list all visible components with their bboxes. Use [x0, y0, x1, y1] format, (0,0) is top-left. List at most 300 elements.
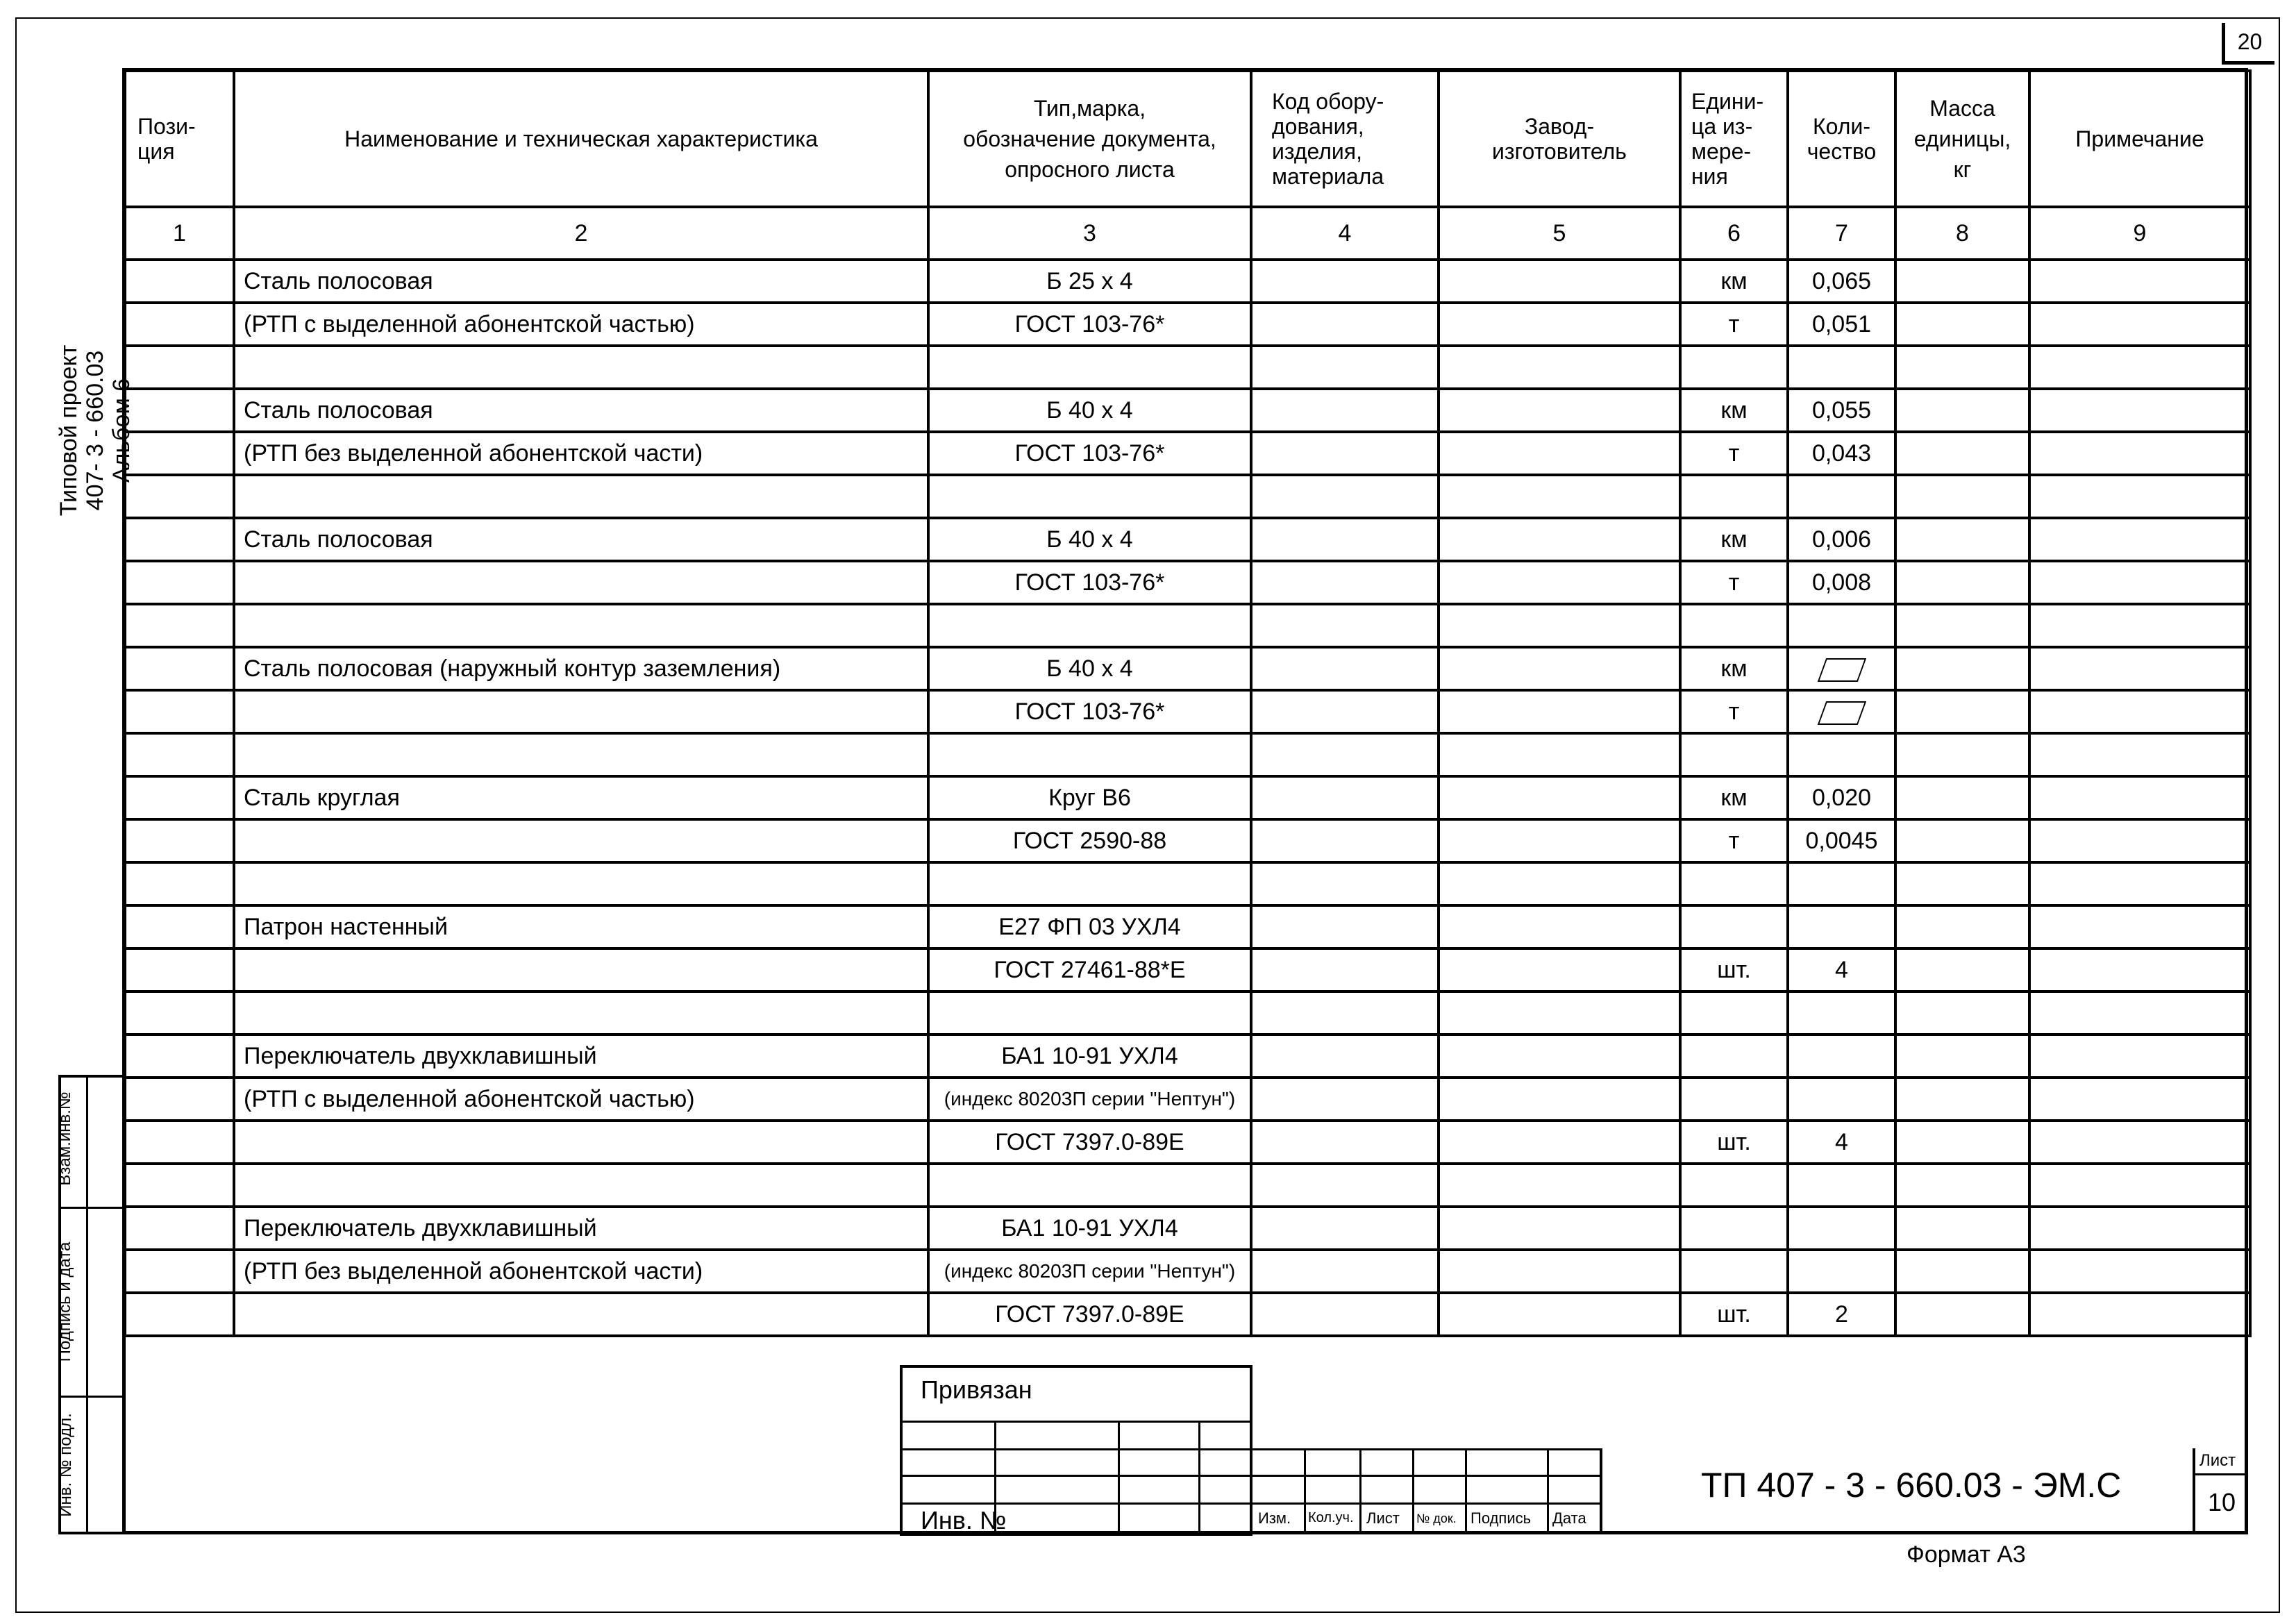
cell-qty: 4 — [1788, 1121, 1895, 1164]
cell-note — [2029, 862, 2250, 905]
cell-name: Сталь круглая — [234, 776, 928, 819]
inv-number-label: Инв. № — [921, 1506, 1007, 1534]
cell-unit — [1680, 604, 1788, 647]
col-num: 9 — [2029, 207, 2250, 260]
col-num: 8 — [1895, 207, 2029, 260]
cell-code — [1251, 604, 1439, 647]
cell-qty — [1788, 733, 1895, 776]
rev-vline6 — [1600, 1448, 1602, 1534]
privyazan-vline2 — [1118, 1421, 1120, 1536]
col-num: 2 — [234, 207, 928, 260]
column-number-row — [125, 207, 2250, 260]
cell-name: Сталь полосовая — [234, 518, 928, 561]
col-koluch-label: Кол.уч. — [1308, 1510, 1354, 1525]
cell-qty — [1788, 1164, 1895, 1207]
sheet-label: Лист — [2199, 1451, 2236, 1470]
cell-unit — [1680, 346, 1788, 389]
cell-qty — [1788, 1035, 1895, 1078]
header-code-text: Код обору- дования, изделия, материала — [1272, 89, 1384, 189]
cell-manufacturer — [1439, 862, 1680, 905]
header-position — [125, 71, 234, 207]
cell-code — [1251, 1121, 1439, 1164]
table-row — [125, 1035, 2250, 1078]
table-row — [125, 1293, 2250, 1336]
cell-qty: 0,0045 — [1788, 819, 1895, 862]
cell-manufacturer — [1439, 1078, 1680, 1121]
cell-qty — [1788, 346, 1895, 389]
header-unit-text: Едини- ца из- мере- ния — [1691, 89, 1764, 189]
cell-mass — [1895, 862, 2029, 905]
left-strip-label2: Подпись и дата — [56, 1241, 74, 1362]
cell-note — [2029, 1078, 2250, 1121]
cell-manufacturer — [1439, 303, 1680, 346]
col-list-label: Лист — [1366, 1509, 1400, 1527]
cell-mass — [1895, 260, 2029, 303]
cell-type: Е27 ФП 03 УХЛ4 — [928, 905, 1251, 948]
cell-qty — [1788, 1078, 1895, 1121]
cell-mass — [1895, 561, 2029, 604]
cell-position — [125, 1250, 234, 1293]
cell-manufacturer — [1439, 518, 1680, 561]
blank-box-mark — [1817, 701, 1866, 725]
side-stamp-line2: 407- 3 - 660.03 — [82, 350, 108, 511]
cell-manufacturer — [1439, 432, 1680, 475]
col-num: 3 — [928, 207, 1251, 260]
cell-unit — [1680, 1207, 1788, 1250]
cell-name — [234, 475, 928, 518]
cell-qty: 0,043 — [1788, 432, 1895, 475]
cell-type: ГОСТ 103-76* — [928, 561, 1251, 604]
cell-type — [928, 1164, 1251, 1207]
cell-mass — [1895, 819, 2029, 862]
cell-note — [2029, 346, 2250, 389]
cell-mass — [1895, 518, 2029, 561]
rev-vline3 — [1412, 1448, 1414, 1534]
cell-manufacturer — [1439, 260, 1680, 303]
header-type-text: Тип,марка, обозначение документа, опросного листа — [963, 96, 1216, 182]
table-row — [125, 690, 2250, 733]
format-label: Формат А3 — [1907, 1541, 2026, 1568]
cell-type: Б 40 х 4 — [928, 389, 1251, 432]
cell-note — [2029, 389, 2250, 432]
cell-code — [1251, 733, 1439, 776]
cell-position — [125, 1164, 234, 1207]
cell-qty — [1788, 647, 1895, 690]
cell-code — [1251, 518, 1439, 561]
cell-qty — [1788, 1250, 1895, 1293]
cell-unit — [1680, 1164, 1788, 1207]
cell-manufacturer — [1439, 1035, 1680, 1078]
table-row — [125, 604, 2250, 647]
cell-unit: т — [1680, 690, 1788, 733]
cell-type: ГОСТ 103-76* — [928, 303, 1251, 346]
cell-manufacturer — [1439, 1164, 1680, 1207]
rev-vline4 — [1465, 1448, 1467, 1534]
corner-sheet-number: 20 — [2222, 23, 2274, 65]
cell-name: Патрон настенный — [234, 905, 928, 948]
cell-code — [1251, 948, 1439, 991]
left-strip-divider — [86, 1075, 88, 1534]
cell-note — [2029, 991, 2250, 1035]
cell-unit: км — [1680, 389, 1788, 432]
cell-type: ГОСТ 103-76* — [928, 690, 1251, 733]
cell-mass — [1895, 346, 2029, 389]
cell-unit — [1680, 1035, 1788, 1078]
cell-note — [2029, 1035, 2250, 1078]
table-row — [125, 260, 2250, 303]
cell-qty — [1788, 862, 1895, 905]
cell-unit — [1680, 733, 1788, 776]
cell-note — [2029, 1207, 2250, 1250]
cell-manufacturer — [1439, 1250, 1680, 1293]
cell-note — [2029, 819, 2250, 862]
cell-code — [1251, 905, 1439, 948]
privyazan-label: Привязан — [921, 1375, 1032, 1404]
header-manufacturer — [1439, 71, 1680, 207]
cell-note — [2029, 905, 2250, 948]
cell-code — [1251, 690, 1439, 733]
table-row — [125, 432, 2250, 475]
cell-mass — [1895, 389, 2029, 432]
cell-unit: км — [1680, 647, 1788, 690]
header-unit — [1680, 71, 1788, 207]
cell-qty — [1788, 604, 1895, 647]
cell-mass — [1895, 1207, 2029, 1250]
table-row — [125, 647, 2250, 690]
cell-note — [2029, 733, 2250, 776]
cell-type — [928, 991, 1251, 1035]
cell-note — [2029, 432, 2250, 475]
table-row — [125, 561, 2250, 604]
cell-code — [1251, 475, 1439, 518]
cell-manufacturer — [1439, 389, 1680, 432]
header-mass-text: Масса единицы, кг — [1913, 96, 2011, 182]
cell-qty — [1788, 905, 1895, 948]
cell-code — [1251, 432, 1439, 475]
cell-mass — [1895, 690, 2029, 733]
cell-type: Круг В6 — [928, 776, 1251, 819]
cell-type: ГОСТ 27461-88*Е — [928, 948, 1251, 991]
blank-box-mark — [1817, 658, 1866, 682]
cell-code — [1251, 862, 1439, 905]
cell-position — [125, 303, 234, 346]
table-row — [125, 991, 2250, 1035]
cell-unit: т — [1680, 561, 1788, 604]
cell-mass — [1895, 991, 2029, 1035]
cell-unit: т — [1680, 432, 1788, 475]
table-row — [125, 518, 2250, 561]
cell-manufacturer — [1439, 819, 1680, 862]
cell-name: Сталь полосовая — [234, 389, 928, 432]
cell-note — [2029, 690, 2250, 733]
cell-position — [125, 776, 234, 819]
cell-code — [1251, 991, 1439, 1035]
cell-name: Переключатель двухклавишный — [234, 1035, 928, 1078]
table-row — [125, 303, 2250, 346]
privyazan-vline3 — [1198, 1421, 1200, 1536]
cell-qty: 0,055 — [1788, 389, 1895, 432]
table-row — [125, 948, 2250, 991]
cell-note — [2029, 1164, 2250, 1207]
header-name-text: Наименование и техническая характеристика — [344, 126, 818, 151]
cell-manufacturer — [1439, 991, 1680, 1035]
cell-name: Сталь полосовая (наружный контур заземления) — [234, 647, 928, 690]
col-num: 4 — [1251, 207, 1439, 260]
cell-name — [234, 604, 928, 647]
cell-name: Сталь полосовая — [234, 260, 928, 303]
cell-unit — [1680, 475, 1788, 518]
rev-vline2 — [1359, 1448, 1361, 1534]
cell-manufacturer — [1439, 561, 1680, 604]
cell-type — [928, 862, 1251, 905]
header-note-text: Примечание — [2075, 126, 2204, 151]
side-stamp-line1: Типовой проект — [56, 344, 82, 517]
cell-mass — [1895, 1164, 2029, 1207]
col-data-label: Дата — [1552, 1509, 1586, 1527]
cell-unit — [1680, 991, 1788, 1035]
table-row — [125, 1121, 2250, 1164]
cell-manufacturer — [1439, 604, 1680, 647]
cell-position — [125, 260, 234, 303]
cell-name — [234, 690, 928, 733]
cell-unit — [1680, 862, 1788, 905]
cell-code — [1251, 1207, 1439, 1250]
cell-position — [125, 518, 234, 561]
cell-manufacturer — [1439, 1293, 1680, 1336]
header-code — [1251, 71, 1439, 207]
cell-name — [234, 561, 928, 604]
cell-name — [234, 733, 928, 776]
cell-note — [2029, 518, 2250, 561]
cell-name — [234, 862, 928, 905]
col-izm-label: Изм. — [1258, 1509, 1291, 1527]
cell-unit: т — [1680, 303, 1788, 346]
cell-unit: км — [1680, 776, 1788, 819]
cell-manufacturer — [1439, 776, 1680, 819]
cell-mass — [1895, 1250, 2029, 1293]
cell-mass — [1895, 948, 2029, 991]
sheet-box-border — [2193, 1448, 2195, 1534]
cell-mass — [1895, 1293, 2029, 1336]
col-num: 6 — [1680, 207, 1788, 260]
cell-manufacturer — [1439, 647, 1680, 690]
cell-note — [2029, 647, 2250, 690]
cell-manufacturer — [1439, 733, 1680, 776]
cell-type: Б 40 х 4 — [928, 647, 1251, 690]
cell-position — [125, 475, 234, 518]
cell-manufacturer — [1439, 905, 1680, 948]
cell-type: ГОСТ 7397.0-89Е — [928, 1121, 1251, 1164]
cell-position — [125, 862, 234, 905]
cell-code — [1251, 819, 1439, 862]
cell-qty: 4 — [1788, 948, 1895, 991]
col-nodok-label: № док. — [1416, 1512, 1457, 1525]
cell-name: (РТП без выделенной абонентской части) — [234, 1250, 928, 1293]
cell-name: Переключатель двухклавишный — [234, 1207, 928, 1250]
header-position-text: Пози- ция — [137, 114, 196, 164]
cell-mass — [1895, 1121, 2029, 1164]
cell-note — [2029, 948, 2250, 991]
table-row — [125, 475, 2250, 518]
table-row — [125, 1164, 2250, 1207]
cell-position — [125, 1121, 234, 1164]
cell-qty — [1788, 475, 1895, 518]
cell-position — [125, 1078, 234, 1121]
cell-mass — [1895, 1078, 2029, 1121]
cell-type: Б 25 х 4 — [928, 260, 1251, 303]
cell-type — [928, 475, 1251, 518]
cell-type: БА1 10-91 УХЛ4 — [928, 1035, 1251, 1078]
cell-qty: 0,006 — [1788, 518, 1895, 561]
cell-unit — [1680, 1078, 1788, 1121]
cell-note — [2029, 1250, 2250, 1293]
table-row — [125, 389, 2250, 432]
cell-name — [234, 346, 928, 389]
cell-unit: км — [1680, 518, 1788, 561]
table-row — [125, 733, 2250, 776]
cell-qty — [1788, 690, 1895, 733]
cell-mass — [1895, 776, 2029, 819]
cell-name — [234, 1293, 928, 1336]
cell-type — [928, 733, 1251, 776]
cell-type: ГОСТ 103-76* — [928, 432, 1251, 475]
cell-unit — [1680, 905, 1788, 948]
header-note — [2029, 71, 2250, 207]
cell-code — [1251, 1035, 1439, 1078]
cell-qty: 0,008 — [1788, 561, 1895, 604]
cell-mass — [1895, 303, 2029, 346]
cell-unit — [1680, 1250, 1788, 1293]
rev-vline5 — [1547, 1448, 1549, 1534]
sheet-number: 10 — [2208, 1488, 2236, 1516]
cell-position — [125, 948, 234, 991]
cell-mass — [1895, 604, 2029, 647]
cell-code — [1251, 561, 1439, 604]
cell-qty: 0,065 — [1788, 260, 1895, 303]
cell-name — [234, 948, 928, 991]
cell-mass — [1895, 733, 2029, 776]
table-row — [125, 905, 2250, 948]
cell-unit: т — [1680, 819, 1788, 862]
header-row — [125, 71, 2250, 207]
document-designation: ТП 407 - 3 - 660.03 - ЭМ.С — [1701, 1466, 2122, 1505]
cell-note — [2029, 561, 2250, 604]
left-strip-sep1 — [58, 1207, 124, 1209]
cell-position — [125, 432, 234, 475]
specification-table — [124, 69, 2252, 1337]
table-row — [125, 1250, 2250, 1293]
cell-position — [125, 647, 234, 690]
cell-note — [2029, 1121, 2250, 1164]
cell-type: (индекс 80203П серии "Нептун") — [928, 1078, 1251, 1121]
cell-position — [125, 733, 234, 776]
cell-code — [1251, 260, 1439, 303]
cell-qty — [1788, 991, 1895, 1035]
cell-code — [1251, 776, 1439, 819]
sheet-box-line — [2193, 1473, 2248, 1475]
header-qty — [1788, 71, 1895, 207]
cell-type — [928, 346, 1251, 389]
cell-type: БА1 10-91 УХЛ4 — [928, 1207, 1251, 1250]
cell-name: (РТП без выделенной абонентской части) — [234, 432, 928, 475]
cell-position — [125, 604, 234, 647]
cell-unit: км — [1680, 260, 1788, 303]
cell-unit: шт. — [1680, 1293, 1788, 1336]
table-row — [125, 1207, 2250, 1250]
cell-mass — [1895, 647, 2029, 690]
cell-type: ГОСТ 2590-88 — [928, 819, 1251, 862]
left-strip-label3: Инв. № подл. — [56, 1413, 75, 1517]
cell-note — [2029, 475, 2250, 518]
cell-unit: шт. — [1680, 948, 1788, 991]
rev-vline1 — [1304, 1448, 1306, 1534]
cell-unit: шт. — [1680, 1121, 1788, 1164]
cell-code — [1251, 1250, 1439, 1293]
cell-note — [2029, 303, 2250, 346]
cell-name — [234, 819, 928, 862]
cell-name — [234, 1121, 928, 1164]
left-strip-label1: Взам.инв.№ — [56, 1091, 74, 1186]
cell-qty: 0,020 — [1788, 776, 1895, 819]
cell-note — [2029, 1293, 2250, 1336]
cell-position — [125, 1035, 234, 1078]
cell-position — [125, 389, 234, 432]
cell-mass — [1895, 1035, 2029, 1078]
cell-manufacturer — [1439, 1121, 1680, 1164]
cell-qty: 0,051 — [1788, 303, 1895, 346]
table-row — [125, 819, 2250, 862]
cell-note — [2029, 776, 2250, 819]
col-num: 5 — [1439, 207, 1680, 260]
cell-position — [125, 991, 234, 1035]
cell-manufacturer — [1439, 1207, 1680, 1250]
cell-mass — [1895, 905, 2029, 948]
cell-type: Б 40 х 4 — [928, 518, 1251, 561]
cell-manufacturer — [1439, 690, 1680, 733]
cell-name — [234, 991, 928, 1035]
cell-qty: 2 — [1788, 1293, 1895, 1336]
header-type — [928, 71, 1251, 207]
side-stamp-line3: Альбом 6 — [108, 378, 135, 483]
cell-name: (РТП с выделенной абонентской частью) — [234, 303, 928, 346]
col-podpis-label: Подпись — [1470, 1509, 1532, 1527]
table-row — [125, 776, 2250, 819]
cell-type — [928, 604, 1251, 647]
cell-code — [1251, 1293, 1439, 1336]
table-row — [125, 862, 2250, 905]
cell-position — [125, 561, 234, 604]
header-name — [234, 71, 928, 207]
cell-code — [1251, 346, 1439, 389]
header-qty-text: Коли- чество — [1807, 114, 1877, 164]
cell-mass — [1895, 475, 2029, 518]
cell-position — [125, 905, 234, 948]
cell-position — [125, 690, 234, 733]
cell-code — [1251, 1078, 1439, 1121]
table-row — [125, 346, 2250, 389]
header-mass — [1895, 71, 2029, 207]
header-manufacturer-text: Завод- изготовитель — [1492, 114, 1627, 164]
cell-code — [1251, 303, 1439, 346]
cell-name: (РТП с выделенной абонентской частью) — [234, 1078, 928, 1121]
cell-code — [1251, 647, 1439, 690]
cell-type: ГОСТ 7397.0-89Е — [928, 1293, 1251, 1336]
cell-manufacturer — [1439, 948, 1680, 991]
table-row — [125, 1078, 2250, 1121]
cell-position — [125, 1293, 234, 1336]
cell-manufacturer — [1439, 346, 1680, 389]
cell-type: (индекс 80203П серии "Нептун") — [928, 1250, 1251, 1293]
